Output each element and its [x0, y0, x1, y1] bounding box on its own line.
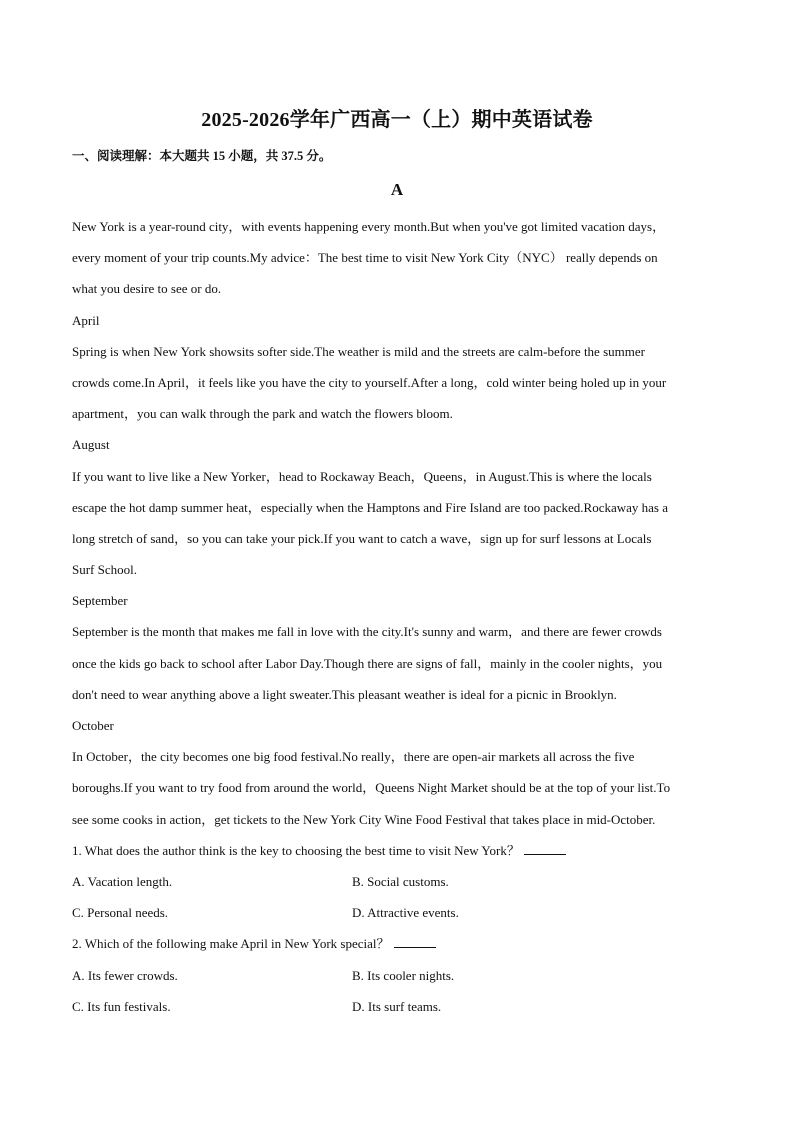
question-1-options-row-2 [72, 899, 722, 930]
passage-label: A [390, 180, 404, 199]
answer-blank-1[interactable] [524, 840, 566, 855]
question-1-stem [72, 837, 722, 868]
question-2-options-row-2 [72, 993, 722, 1024]
option-2c[interactable]: C. Its fun festivals. [72, 998, 171, 1014]
passage-line: what you desire to see or do. [72, 281, 222, 297]
exam-title: 2025-2026学年广西高一（上）期中英语试卷 [201, 109, 593, 131]
option-2b[interactable]: B. Its cooler nights. [352, 967, 455, 983]
passage-line: long stretch of sand，so you can take your pick.If you want to catch a wave，sign up for surf lessons at Locals [72, 530, 652, 546]
question-2-options-row-1 [72, 962, 722, 993]
passage-line: don't need to wear anything above a light sweater.This pleasant weather is ideal for a picnic in Brooklyn. [72, 686, 617, 702]
passage-line: apartment，you can walk through the park and watch the flowers bloom. [72, 406, 453, 422]
passage-heading-august: August [72, 437, 110, 453]
passage-line: escape the hot damp summer heat，especially when the Hamptons and Fire Island are too packed.Rockaway has a [72, 499, 668, 515]
passage-line: September is the month that makes me fall in love with the city.It's sunny and warm，and there are fewer crowds [72, 624, 662, 640]
option-2a[interactable]: A. Its fewer crowds. [72, 967, 178, 983]
section-heading: 一、阅读理解：本大题共 15 小题，共 37.5 分。 [72, 149, 332, 163]
passage-line: In October，the city becomes one big food festival.No really，there are open-air markets all across the five [72, 749, 635, 765]
option-1d[interactable]: D. Attractive events. [352, 905, 459, 921]
passage-line: once the kids go back to school after Labor Day.Though there are signs of fall，mainly in the cooler nights，you [72, 655, 663, 671]
passage-line: see some cooks in action，get tickets to the New York City Wine Food Festival that takes place in mid-October. [72, 811, 656, 827]
question-2-stem [72, 930, 722, 961]
option-1c[interactable]: C. Personal needs. [72, 905, 169, 921]
passage-heading-april: April [72, 312, 100, 328]
question-1-text: 1. What does the author think is the key to choosing the best time to visit New York？ [72, 842, 520, 858]
passage-heading-september: September [72, 593, 128, 609]
passage-line: crowds come.In April，it feels like you have the city to yourself.After a long，cold winter being holed up in your [72, 374, 667, 390]
passage-line: boroughs.If you want to try food from around the world，Queens Night Market should be at the top of your list.To [72, 780, 671, 796]
answer-blank-2[interactable] [394, 933, 436, 948]
passage-line: every moment of your trip counts.My advice：The best time to visit New York City（NYC） really depends on [72, 250, 658, 266]
passage-heading-october: October [72, 718, 114, 733]
option-1a[interactable]: A. Vacation length. [72, 873, 173, 889]
question-2-text: 2. Which of the following make April in New York special？ [72, 936, 390, 952]
question-1-options-row-1 [72, 868, 722, 899]
passage-line: Spring is when New York showsits softer side.The weather is mild and the streets are calm-before the summer [72, 343, 645, 359]
passage-line: Surf School. [72, 562, 137, 578]
passage-line: If you want to live like a New Yorker，head to Rockaway Beach，Queens，in August.This is where the locals [72, 468, 652, 484]
option-1b[interactable]: B. Social customs. [352, 873, 449, 889]
passage-body [72, 213, 722, 1024]
option-2d[interactable]: D. Its surf teams. [352, 998, 442, 1014]
passage-line: New York is a year-round city，with events happening every month.But when you've got limited vacation days， [72, 219, 666, 234]
